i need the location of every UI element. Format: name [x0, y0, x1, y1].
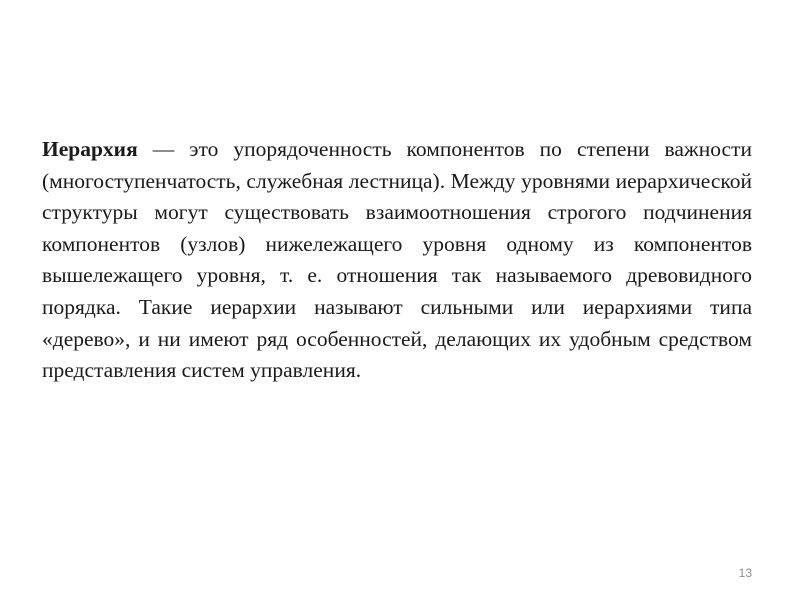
term-hierarchy: Иерархия: [42, 137, 138, 161]
definition-paragraph: [42, 134, 752, 387]
page-number: 13: [738, 566, 752, 580]
definition-text: — это упорядоченность компонентов по степени важности (многоступенчатость, служебная лестница). Между уровнями иерархической структуры могут существовать взаимоотношения строгого подчинения компонентов (узлов) нижележащего уровня одному из компонентов вышележащего уровня, т. е. отношения так называемого древовидного порядка. Такие иерархии называют сильными или иерархиями типа «дерево», и ни имеют ряд особенностей, делающих их удобным средством представления систем управления.: [42, 137, 752, 383]
